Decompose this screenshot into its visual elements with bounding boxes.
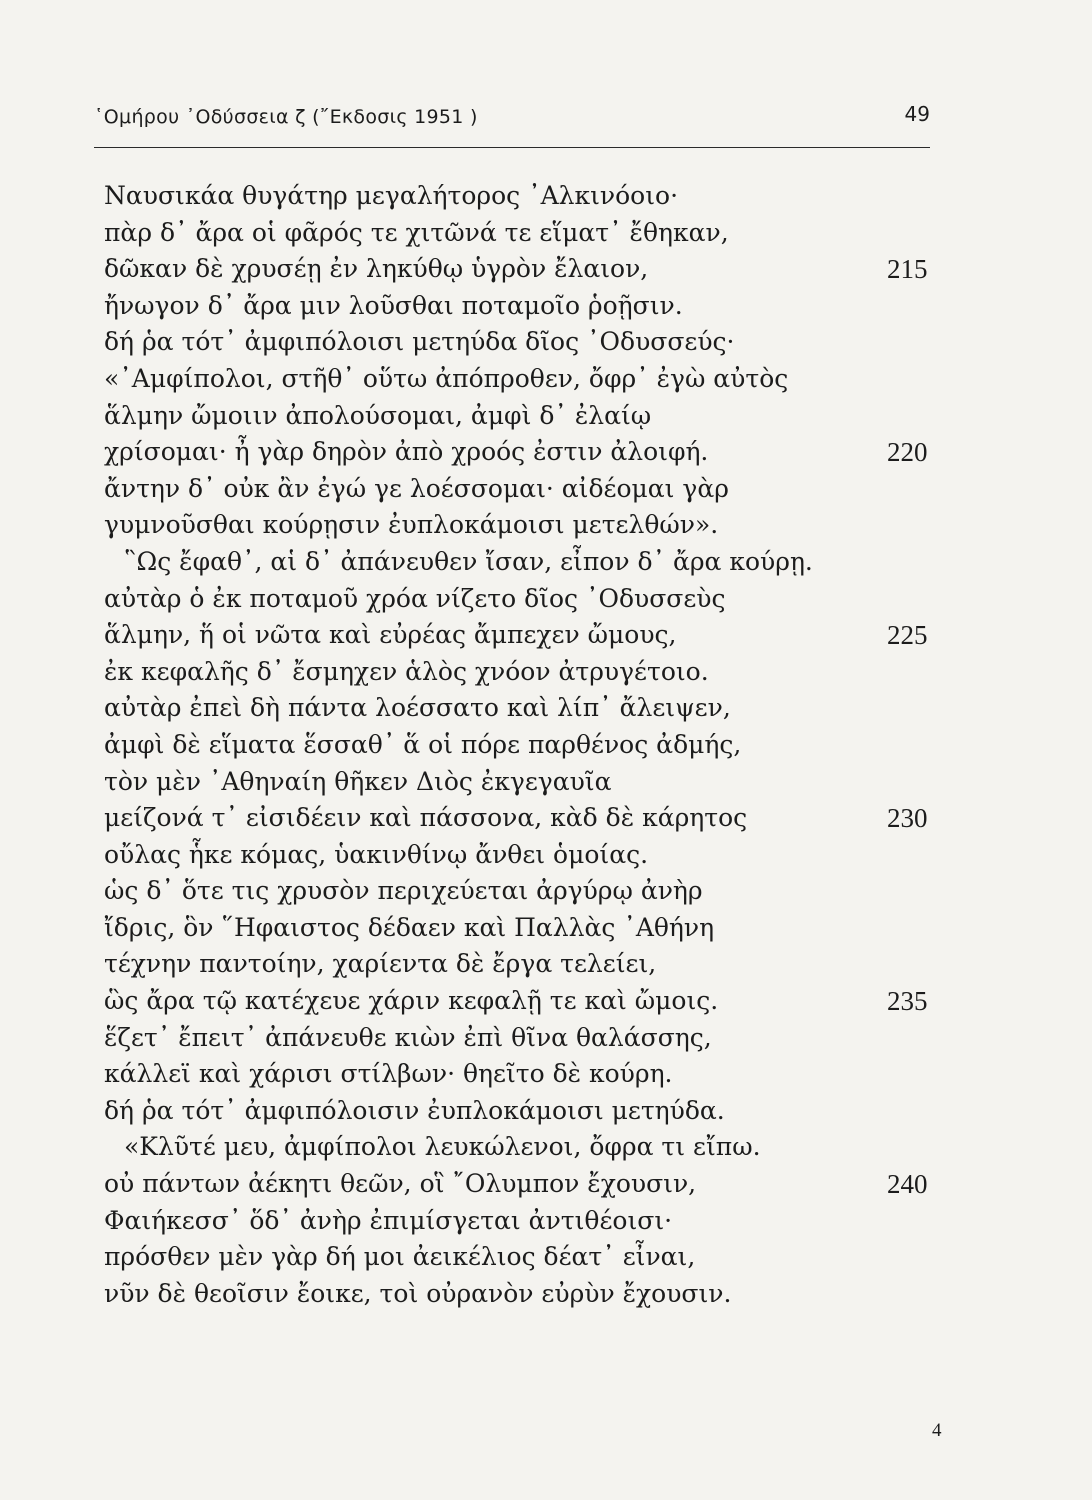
verse-line-text: «᾿Αμφίπολοι, στῆθ᾿ οὕτω ἀπόπροθεν, ὄφρ᾿ ἐγὼ αὐτὸς: [104, 363, 789, 393]
line-number: 240: [887, 1169, 928, 1200]
verse-line-text: αὐτὰρ ὁ ἐκ ποταμοῦ χρόα νίζετο δῖος ᾿Οδυσσεὺς: [104, 583, 726, 613]
verse-line-text: χρίσομαι· ἦ γὰρ δηρὸν ἀπὸ χροός ἐστιν ἀλοιφή.: [104, 437, 709, 467]
verse-line: [104, 1129, 954, 1166]
verse-line: [104, 1203, 954, 1240]
verse-line: [104, 1166, 954, 1203]
verse-line: [104, 764, 954, 801]
verse-line: [104, 1093, 954, 1130]
verse-line-text: Ναυσικάα θυγάτηρ μεγαλήτορος ᾿Αλκινόοιο·: [104, 181, 679, 210]
line-number: 215: [887, 254, 928, 285]
verse-line: [104, 471, 954, 508]
verse-line: [104, 910, 954, 947]
verse-line: [104, 800, 954, 837]
verse-line-text: νῦν δὲ θεοῖσιν ἔοικε, τοὶ οὐρανὸν εὐρὺν ἔχουσιν.: [104, 1278, 732, 1308]
verse-line-text: κάλλεϊ καὶ χάρισι στίλβων· θηεῖτο δὲ κούρη.: [104, 1059, 673, 1089]
verse-line: [104, 361, 954, 398]
verse-line-text: ἅλμην, ἥ οἱ νῶτα καὶ εὐρέας ἄμπεχεν ὤμους,: [104, 620, 677, 650]
verse-line-text: «Κλῦτέ μευ, ἀμφίπολοι λευκώλενοι, ὄφρα τι εἴπω.: [124, 1132, 761, 1162]
header-rule: [94, 147, 930, 148]
verse-line-text: ἄντην δ᾿ οὐκ ἂν ἐγώ γε λοέσσομαι· αἰδέομαι γὰρ: [104, 473, 729, 503]
verse-line-text: δῶκαν δὲ χρυσέῃ ἐν ληκύθῳ ὑγρὸν ἔλαιον,: [104, 254, 649, 284]
verse-line-text: Φαιήκεσσ᾿ ὅδ᾿ ἀνὴρ ἐπιμίσγεται ἀντιθέοισι·: [104, 1205, 673, 1235]
line-number: 235: [887, 986, 928, 1017]
verse-line: [104, 544, 954, 581]
verse-line: [104, 1276, 954, 1313]
signature-mark: 4: [932, 1420, 942, 1441]
verse-line: [104, 983, 954, 1020]
page-number: 49: [904, 102, 930, 126]
verse-line-text: οὐ πάντων ἀέκητι θεῶν, οἳ ῎Ολυμπον ἔχουσιν,: [104, 1169, 697, 1199]
verse-line-text: δή ῥα τότ᾿ ἀμφιπόλοισιν ἐυπλοκάμοισι μετηύδα.: [104, 1095, 725, 1125]
verse-line-text: οὔλας ἧκε κόμας, ὑακινθίνῳ ἄνθει ὁμοίας.: [104, 839, 649, 869]
verse-line-text: τὸν μὲν ᾿Αθηναίη θῆκεν Διὸς ἐκγεγαυῖα: [104, 766, 612, 796]
verse-line: [104, 654, 954, 691]
line-number: 225: [887, 620, 928, 651]
verse-line-text: πρόσθεν μὲν γὰρ δή μοι ἀεικέλιος δέατ᾿ εἶναι,: [104, 1242, 696, 1272]
verse-line-text: ὣς ἄρα τῷ κατέχευε χάριν κεφαλῇ τε καὶ ὤμοις.: [104, 986, 719, 1016]
verse-line: [104, 324, 954, 361]
verse-line-text: αὐτὰρ ἐπεὶ δὴ πάντα λοέσσατο καὶ λίπ᾿ ἄλειψεν,: [104, 693, 731, 723]
verse-line-text: ῝Ως ἔφαθ᾿, αἱ δ᾿ ἀπάνευθεν ἴσαν, εἶπον δ᾿ ἄρα κούρῃ.: [124, 546, 813, 576]
verse-line-text: ἴδρις, ὃν ῞Ηφαιστος δέδαεν καὶ Παλλὰς ᾿Αθήνη: [104, 912, 715, 942]
verse-line: [104, 690, 954, 727]
running-title: ῾Ομήρου ᾿Οδύσσεια ζ (῎Εκδοσις 1951 ): [94, 106, 478, 128]
verse-line: [104, 434, 954, 471]
line-number: 220: [887, 437, 928, 468]
verse-text: [104, 178, 954, 1312]
verse-line: [104, 251, 954, 288]
verse-line: [104, 215, 954, 252]
verse-line-text: δή ῥα τότ᾿ ἀμφιπόλοισι μετηύδα δῖος ᾿Οδυσσεύς·: [104, 327, 735, 357]
verse-line-text: ἅλμην ὤμοιιν ἀπολούσομαι, ἀμφὶ δ᾿ ἐλαίῳ: [104, 400, 652, 430]
verse-line-text: μείζονά τ᾿ εἰσιδέειν καὶ πάσσονα, κὰδ δὲ κάρητος: [104, 803, 748, 833]
verse-line-text: ἀμφὶ δὲ εἵματα ἕσσαθ᾿ ἅ οἱ πόρε παρθένος ἀδμής,: [104, 729, 742, 759]
verse-line: [104, 873, 954, 910]
verse-line-text: ἕζετ᾿ ἔπειτ᾿ ἀπάνευθε κιὼν ἐπὶ θῖνα θαλάσσης,: [104, 1022, 712, 1052]
verse-line-text: ἤνωγον δ᾿ ἄρα μιν λοῦσθαι ποταμοῖο ῥοῇσιν.: [104, 290, 683, 320]
verse-line: [104, 288, 954, 325]
verse-line: [104, 398, 954, 435]
verse-line: [104, 1239, 954, 1276]
verse-line-text: γυμνοῦσθαι κούρῃσιν ἐυπλοκάμοισι μετελθών».: [104, 510, 719, 540]
verse-line-text: τέχνην παντοίην, χαρίεντα δὲ ἔργα τελείει,: [104, 949, 657, 979]
verse-line: [104, 507, 954, 544]
verse-line-text: ἐκ κεφαλῆς δ᾿ ἔσμηχεν ἁλὸς χνόον ἀτρυγέτοιο.: [104, 656, 709, 686]
verse-line-text: πὰρ δ᾿ ἄρα οἱ φᾶρός τε χιτῶνά τε εἵματ᾿ ἔθηκαν,: [104, 217, 729, 247]
verse-line: [104, 617, 954, 654]
running-header: [94, 96, 930, 136]
verse-line: [104, 178, 954, 215]
verse-line: [104, 581, 954, 618]
verse-line: [104, 1020, 954, 1057]
verse-line: [104, 727, 954, 764]
verse-line: [104, 1056, 954, 1093]
line-number: 230: [887, 803, 928, 834]
verse-line: [104, 946, 954, 983]
verse-line-text: ὡς δ᾿ ὅτε τις χρυσὸν περιχεύεται ἀργύρῳ ἀνὴρ: [104, 876, 703, 906]
verse-line: [104, 837, 954, 874]
